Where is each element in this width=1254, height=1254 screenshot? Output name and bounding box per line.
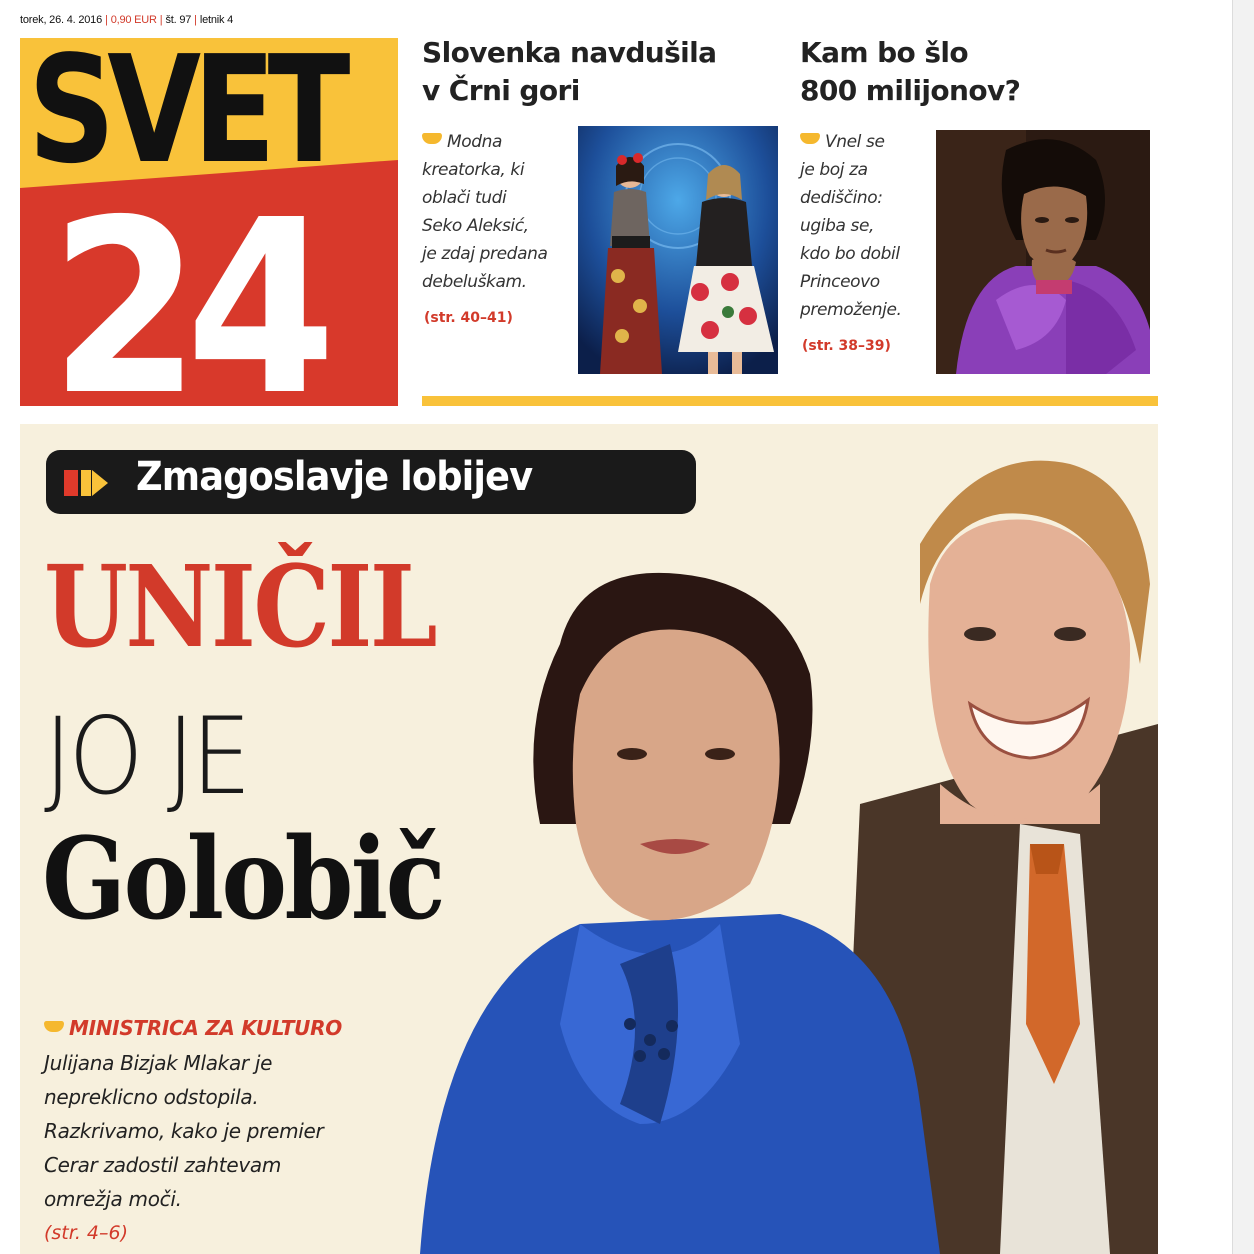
heart-icon: [800, 133, 820, 144]
logo-top-text: SVET: [28, 38, 343, 188]
kicker-bar: [46, 450, 696, 514]
logo-bottom-text: 24: [50, 188, 322, 406]
teaser-1-pageref[interactable]: (str. 40–41): [424, 310, 513, 326]
issue-number: št. 97: [165, 14, 192, 26]
prince-portrait-photo: [936, 130, 1150, 374]
logo-24: [20, 188, 398, 406]
lead-label: MINISTRICA ZA KULTURO: [44, 1016, 342, 1040]
headline-line-3[interactable]: Golobič: [42, 814, 443, 945]
heart-icon: [422, 133, 442, 144]
section-divider: [422, 396, 1158, 406]
issue-volume: letnik 4: [199, 14, 234, 26]
main-story-pageref[interactable]: (str. 4–6): [44, 1222, 128, 1244]
teaser-1-title[interactable]: Slovenka navdušila v Črni gori: [422, 36, 717, 107]
headline-line-1[interactable]: UNIČIL: [44, 542, 436, 673]
headline-line-2[interactable]: JO JE: [44, 695, 248, 818]
arrow-flag-icon: [64, 470, 110, 496]
teaser-2-pageref[interactable]: (str. 38–39): [802, 338, 891, 354]
page-edge: [1232, 0, 1254, 1254]
teaser-2-text: Vnel se je boj za dediščino: ugiba se, kdo bo dobil Princeovo premoženje.: [800, 132, 902, 320]
issue-price: 0,90 EUR: [110, 14, 157, 26]
logo-divider: [20, 160, 398, 188]
lead-text: Julijana Bizjak Mlakar je nepreklicno odstopila. Razkrivamo, kako je premier Cerar zadostil zahtevam omrežja moči.: [44, 1051, 324, 1211]
teaser-2-title[interactable]: Kam bo šlo 800 milijonov?: [800, 36, 1021, 107]
issue-date: torek, 26. 4. 2016: [20, 14, 103, 26]
teaser-1-text: Modna kreatorka, ki oblači tudi Seko Aleksić, je zdaj predana debeluškam.: [422, 132, 548, 292]
issue-info-line: torek, 26. 4. 2016 | 0,90 EUR | št. 97 | letnik 4: [20, 14, 234, 26]
two-women-runway-photo: [578, 126, 778, 374]
kicker-text: Zmagoslavje lobijev: [136, 454, 533, 500]
heart-icon: [44, 1021, 64, 1032]
